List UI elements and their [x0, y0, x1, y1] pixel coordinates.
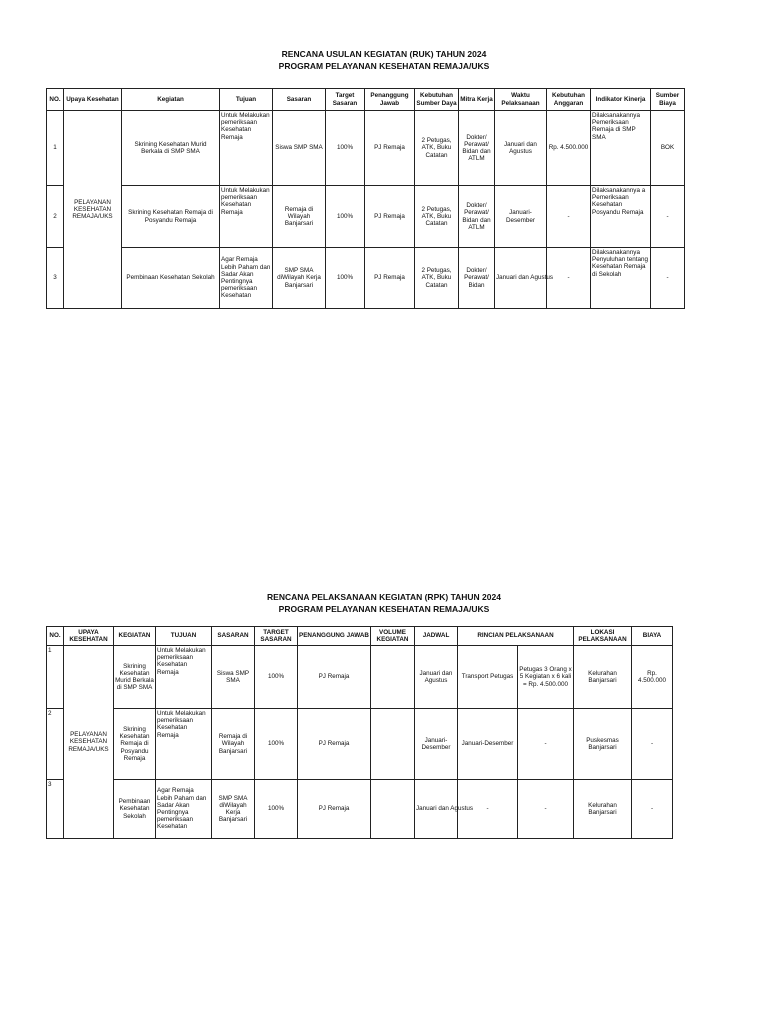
ruk-title	[0, 48, 768, 72]
ruk-cell-target: 100%	[326, 186, 365, 248]
ruk-header-waktu: Waktu Pelaksanaan	[495, 89, 547, 111]
ruk-header-upaya: Upaya Kesehatan	[64, 89, 122, 111]
rpk-cell-pj: PJ Remaja	[298, 646, 371, 709]
rpk-cell-target: 100%	[255, 646, 298, 709]
ruk-cell-sumber-biaya: BOK	[651, 111, 685, 186]
rpk-header-kegiatan: KEGIATAN	[114, 627, 156, 646]
rpk-header-biaya: BIAYA	[632, 627, 673, 646]
ruk-cell-kegiatan: Skrining Kesehatan Remaja di Posyandu Remaja	[122, 186, 220, 248]
rpk-table	[46, 626, 673, 839]
ruk-cell-mitra: Dokter/ Perawat/ Bidan dan ATLM	[459, 186, 495, 248]
rpk-cell-tujuan: Untuk Melakukan pemeriksaan Kesehatan Remaja	[156, 646, 212, 709]
rpk-cell-upaya: PELAYANAN KESEHATAN REMAJA/UKS	[64, 646, 114, 839]
ruk-cell-no: 1	[47, 111, 64, 186]
ruk-cell-upaya: PELAYANAN KESEHATAN REMAJA/UKS	[64, 111, 122, 309]
rpk-header-jadwal: JADWAL	[415, 627, 458, 646]
rpk-header-pj: PENANGGUNG JAWAB	[298, 627, 371, 646]
rpk-cell-target: 100%	[255, 780, 298, 839]
rpk-cell-kegiatan: Skrining Kesehatan Remaja di Posyandu Remaja	[114, 709, 156, 780]
ruk-cell-tujuan: Agar Remaja Lebih Paham dan Sadar Akan Pentingnya pemeriksaan Kesehatan	[220, 248, 273, 309]
ruk-cell-indikator: Dilaksanakannya Penyuluhan tentang Kesehatan Remaja di Sekolah	[591, 248, 651, 309]
ruk-cell-kegiatan: Pembinaan Kesehatan Sekolah	[122, 248, 220, 309]
ruk-header-sasaran: Sasaran	[273, 89, 326, 111]
ruk-title-line1: RENCANA USULAN KEGIATAN (RUK) TAHUN 2024	[281, 49, 487, 59]
ruk-cell-indikator: Dilaksanakannya Pemeriksaan Remaja di SMP SMA	[591, 111, 651, 186]
ruk-cell-pj: PJ Remaja	[365, 111, 415, 186]
rpk-title	[0, 591, 768, 615]
table-row	[47, 780, 673, 839]
ruk-cell-sasaran: Siswa SMP SMA	[273, 111, 326, 186]
rpk-header-upaya: UPAYA KESEHATAN	[64, 627, 114, 646]
ruk-header-target: Target Sasaran	[326, 89, 365, 111]
ruk-cell-no: 3	[47, 248, 64, 309]
rpk-cell-no: 2	[47, 709, 64, 780]
ruk-cell-waktu: Januari dan Agustus	[495, 111, 547, 186]
ruk-cell-anggaran: Rp. 4.500.000	[547, 111, 591, 186]
rpk-header-rincian: RINCIAN PELAKSANAAN	[458, 627, 574, 646]
rpk-header-row	[47, 627, 673, 646]
ruk-table	[46, 88, 685, 309]
rpk-title-line1: RENCANA PELAKSANAAN KEGIATAN (RPK) TAHUN 2024	[267, 592, 501, 602]
rpk-cell-volume	[371, 646, 415, 709]
ruk-header-row	[47, 89, 685, 111]
ruk-cell-sumber-daya: 2 Petugas, ATK, Buku Catatan	[415, 186, 459, 248]
rpk-header-target: TARGET SASARAN	[255, 627, 298, 646]
ruk-header-pj: Penanggung Jawab	[365, 89, 415, 111]
ruk-cell-pj: PJ Remaja	[365, 248, 415, 309]
rpk-cell-biaya: Rp. 4.500.000	[632, 646, 673, 709]
rpk-cell-sasaran: SMP SMA diWilayah Kerja Banjarsari	[212, 780, 255, 839]
rpk-cell-rincian2: -	[518, 709, 574, 780]
rpk-cell-lokasi: Kelurahan Banjarsari	[574, 780, 632, 839]
table-row	[47, 709, 673, 780]
rpk-header-sasaran: SASARAN	[212, 627, 255, 646]
ruk-cell-mitra: Dokter/ Perawat/ Bidan dan ATLM	[459, 111, 495, 186]
ruk-cell-mitra: Dokter/ Perawat/ Bidan	[459, 248, 495, 309]
table-row	[47, 646, 673, 709]
table-row	[47, 186, 685, 248]
rpk-header-no: NO.	[47, 627, 64, 646]
table-row	[47, 111, 685, 186]
ruk-cell-anggaran: -	[547, 186, 591, 248]
rpk-cell-sasaran: Siswa SMP SMA	[212, 646, 255, 709]
rpk-cell-biaya: -	[632, 709, 673, 780]
ruk-header-mitra: Mitra Kerja	[459, 89, 495, 111]
rpk-title-line2: PROGRAM PELAYANAN KESEHATAN REMAJA/UKS	[278, 604, 490, 614]
ruk-header-sumber-biaya: Sumber Biaya	[651, 89, 685, 111]
rpk-cell-pj: PJ Remaja	[298, 709, 371, 780]
ruk-cell-waktu: Januari-Desember	[495, 186, 547, 248]
ruk-cell-sumber-daya: 2 Petugas, ATK, Buku Catatan	[415, 111, 459, 186]
rpk-cell-rincian1: -	[458, 780, 518, 839]
rpk-header-tujuan: TUJUAN	[156, 627, 212, 646]
rpk-header-volume: VOLUME KEGIATAN	[371, 627, 415, 646]
rpk-cell-no: 1	[47, 646, 64, 709]
rpk-cell-target: 100%	[255, 709, 298, 780]
ruk-header-tujuan: Tujuan	[220, 89, 273, 111]
rpk-cell-jadwal: Januari dan Agustus	[415, 646, 458, 709]
ruk-cell-indikator: Dilaksanakannya a Pemeriksaan Kesehatan Posyandu Remaja	[591, 186, 651, 248]
ruk-title-line2: PROGRAM PELAYANAN KESEHATAN REMAJA/UKS	[278, 61, 490, 71]
rpk-cell-rincian1: Januari-Desember	[458, 709, 518, 780]
table-row	[47, 248, 685, 309]
ruk-cell-sumber-biaya: -	[651, 186, 685, 248]
ruk-cell-no: 2	[47, 186, 64, 248]
rpk-cell-volume	[371, 780, 415, 839]
ruk-cell-tujuan: Untuk Melakukan pemeriksaan Kesehatan Remaja	[220, 186, 273, 248]
rpk-cell-lokasi: Kelurahan Banjarsari	[574, 646, 632, 709]
ruk-cell-anggaran: -	[547, 248, 591, 309]
rpk-cell-kegiatan: Skrining Kesehatan Murid Berkala di SMP SMA	[114, 646, 156, 709]
ruk-header-no: NO.	[47, 89, 64, 111]
ruk-cell-sumber-biaya: -	[651, 248, 685, 309]
ruk-cell-kegiatan: Skrining Kesehatan Murid Berkala di SMP SMA	[122, 111, 220, 186]
ruk-cell-target: 100%	[326, 248, 365, 309]
rpk-cell-rincian2: Petugas 3 Orang x 5 Kegiatan x 6 kali = Rp. 4.500.000	[518, 646, 574, 709]
ruk-cell-target: 100%	[326, 111, 365, 186]
rpk-cell-rincian1: Transport Petugas	[458, 646, 518, 709]
rpk-cell-kegiatan: Pembinaan Kesehatan Sekolah	[114, 780, 156, 839]
ruk-header-kegiatan: Kegiatan	[122, 89, 220, 111]
rpk-cell-lokasi: Puskesmas Banjarsari	[574, 709, 632, 780]
rpk-header-lokasi: LOKASI PELAKSANAAN	[574, 627, 632, 646]
rpk-cell-volume	[371, 709, 415, 780]
rpk-cell-rincian2: -	[518, 780, 574, 839]
ruk-cell-pj: PJ Remaja	[365, 186, 415, 248]
ruk-cell-sasaran: SMP SMA diWilayah Kerja Banjarsari	[273, 248, 326, 309]
ruk-header-anggaran: Kebutuhan Anggaran	[547, 89, 591, 111]
ruk-cell-sasaran: Remaja di Wilayah Banjarsari	[273, 186, 326, 248]
rpk-cell-jadwal: Januari-Desember	[415, 709, 458, 780]
rpk-cell-biaya: -	[632, 780, 673, 839]
ruk-cell-waktu: Januari dan Agustus	[495, 248, 547, 309]
rpk-cell-jadwal: Januari dan Agustus	[415, 780, 458, 839]
rpk-cell-tujuan: Agar Remaja Lebih Paham dan Sadar Akan Pentingnya pemeriksaan Kesehatan	[156, 780, 212, 839]
rpk-cell-sasaran: Remaja di Wilayah Banjarsari	[212, 709, 255, 780]
rpk-cell-pj: PJ Remaja	[298, 780, 371, 839]
rpk-cell-tujuan: Untuk Melakukan pemeriksaan Kesehatan Remaja	[156, 709, 212, 780]
ruk-cell-tujuan: Untuk Melakukan pemeriksaan Kesehatan Remaja	[220, 111, 273, 186]
ruk-header-sumber-daya: Kebutuhan Sumber Daya	[415, 89, 459, 111]
rpk-cell-no: 3	[47, 780, 64, 839]
ruk-cell-sumber-daya: 2 Petugas, ATK, Buku Catatan	[415, 248, 459, 309]
ruk-header-indikator: Indikator Kinerja	[591, 89, 651, 111]
